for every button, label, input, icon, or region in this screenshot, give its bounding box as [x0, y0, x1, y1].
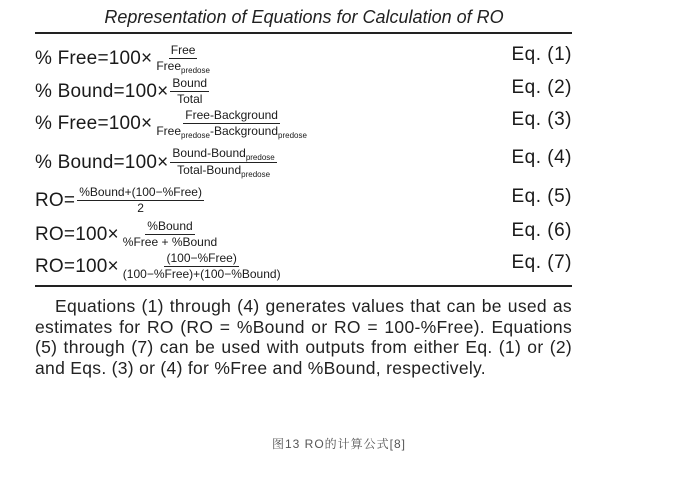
fraction: [170, 147, 276, 178]
top-rule: [35, 32, 572, 34]
equation-number: Eq. (3): [511, 109, 572, 130]
numerator: Bound-Bound$_{predose}$: [172, 146, 275, 162]
fraction: [154, 109, 309, 139]
equation-number: Eq. (4): [511, 147, 572, 168]
equation-lhs: % Bound=100×: [35, 80, 169, 102]
fraction: [77, 186, 204, 215]
bottom-rule: [35, 285, 572, 287]
fraction: [154, 44, 212, 74]
numerator: %Bound+(100−%Free): [79, 185, 202, 199]
denominator: 2: [137, 201, 144, 215]
numerator: Free-Background: [185, 108, 278, 122]
denominator: %Free + %Bound: [122, 235, 218, 249]
equation-number: Eq. (7): [511, 252, 572, 273]
equation-lhs: RO=: [35, 189, 76, 211]
numerator: (100−%Free): [166, 251, 237, 265]
equation-number: Eq. (5): [511, 186, 572, 207]
denominator: Total: [177, 92, 203, 106]
explanatory-paragraph: [35, 296, 572, 378]
fraction: [121, 252, 283, 281]
denominator: Total-Bound$_{predose}$: [177, 163, 271, 179]
numerator: Free: [170, 43, 196, 57]
figure-caption: 图13 RO的计算公式[8]: [271, 437, 407, 451]
paragraph-text: Equations (1) through (4) generates values that can be used as estimates for RO (RO = %Bound or RO = 100-%Free). Equations (5) through (7) can be used with outputs from either Eq. (1) or (2) and Eqs. (3) or (4) for %Free and %Bound, respectively.: [35, 296, 572, 378]
numerator: %Bound: [147, 219, 193, 233]
equation-number: Eq. (6): [511, 220, 572, 241]
equation-lhs: % Bound=100×: [35, 151, 169, 173]
equation-lhs: RO=100×: [35, 223, 119, 245]
equation-lhs: % Free=100×: [35, 48, 153, 69]
denominator: Free$_{predose}$-Background$_{predose}$: [156, 124, 307, 140]
table-title: Representation of Equations for Calculation of RO: [104, 7, 504, 27]
equation-number: Eq. (2): [511, 77, 572, 98]
fraction: [170, 77, 209, 106]
fraction: [121, 220, 219, 249]
numerator: Bound: [172, 76, 208, 90]
equation-lhs: RO=100×: [35, 255, 119, 277]
equation-lhs: % Free=100×: [35, 113, 153, 134]
equation-number: Eq. (1): [511, 44, 572, 65]
denominator: (100−%Free)+(100−%Bound): [122, 267, 281, 281]
denominator: Free$_{predose}$: [156, 59, 210, 75]
